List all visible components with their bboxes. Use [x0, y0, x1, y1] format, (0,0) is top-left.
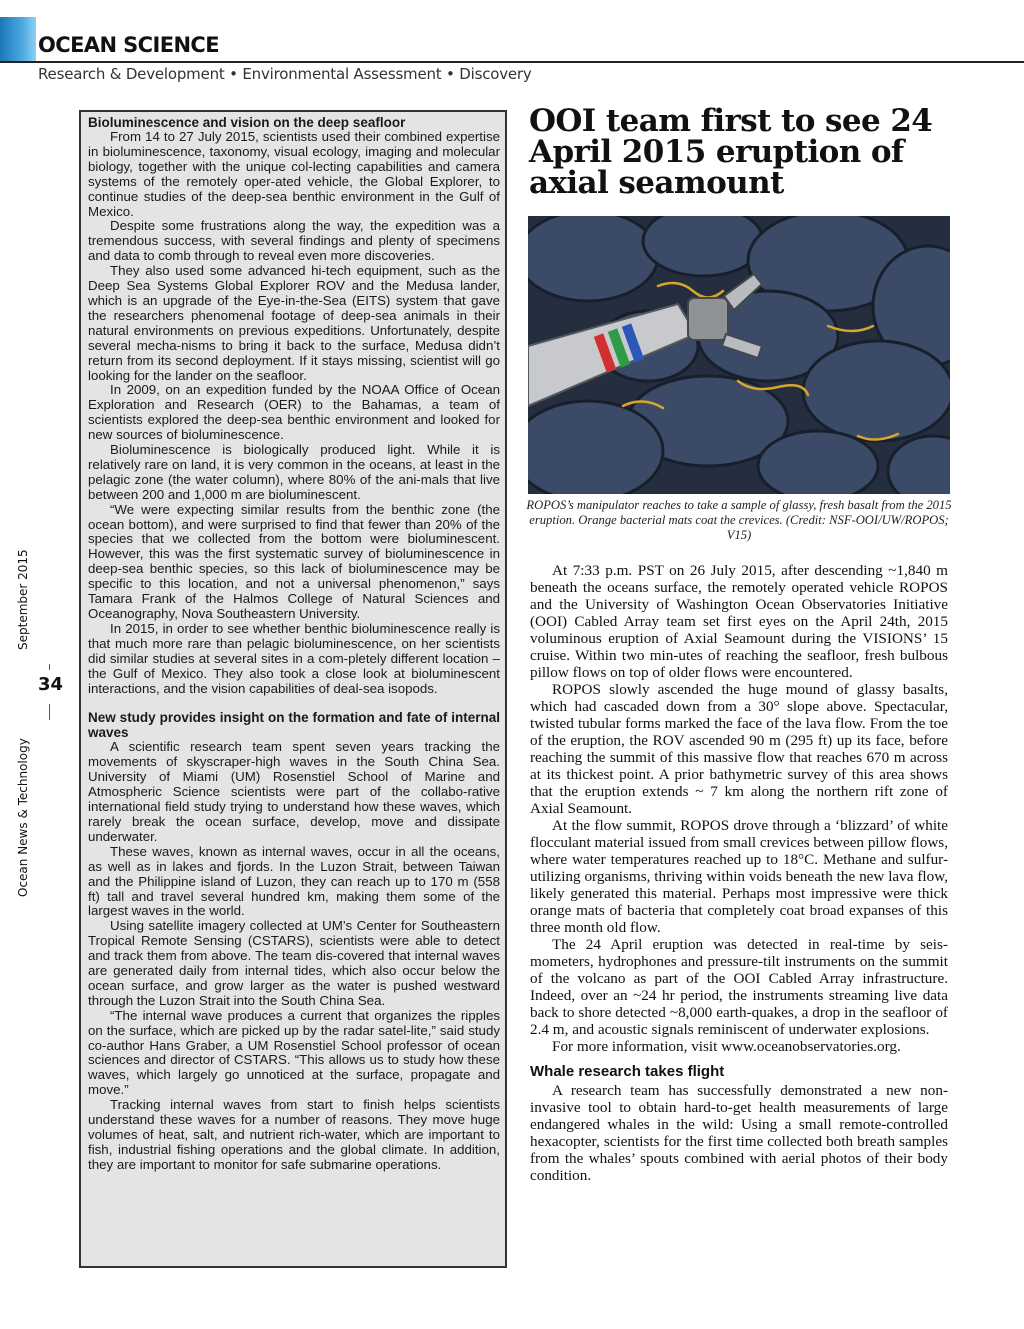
internal-waves-paragraph: Using satellite imagery collected at UM’s Center for Southeastern Tropical Remote Sensing (CSTARS), scientists were able to detect and track them from above. The team dis-covered that internal waves are generated daily from internal tides, which also occur below the ocean surface, and grow larger as the water is pushed westward through the Luzon Strait into the South China Sea.	[88, 918, 500, 1008]
issue-date: September 2015	[16, 549, 30, 651]
article-paragraph: ROPOS slowly ascended the huge mound of glassy basalts, which had cascaded down from a 30° slope above. Spectacular, twisted tubular forms marked the face of the lava flow. From the toe of the eruption, the ROV ascended 90 m (295 ft) up its face, before reaching the summit of this massive flow that reaches 670 m across at its thickest point. A prior bathymetric survey of this area shows that the eruption extends ~ 7 km along the northern rift zone of Axial Seamount.	[530, 681, 948, 817]
whale-paragraph: A research team has successfully demonstrated a new non-invasive tool to obtain hard-to-get health measurements of large endangered whales in the wild: Using a small remote-controlled hexacopter, scientists for the first time collected both breath samples from the whales’ spouts combined with aerial photos of their body condition.	[530, 1082, 948, 1184]
section-title: OCEAN SCIENCE	[38, 33, 219, 57]
news-sidebar	[79, 110, 507, 1268]
bioluminescence-paragraph: In 2009, on an expedition funded by the NOAA Office of Ocean Exploration and Research (OER) to the Bahamas, a team of scientists explored the deep-sea benthic environment and looked for new sources of bioluminescence.	[88, 382, 500, 443]
article-paragraph: At the flow summit, ROPOS drove through a ‘blizzard’ of white flocculant material issued from small crevices between pillow flows, where water temperatures reached up to 18°C. Methane and sulfur-utilizing organisms, thriving within voids beneath the new lava flow, likely generated this material. Perhaps most impressive were thick orange mats of bacteria that completely coat broad expanses of this three month old flow.	[530, 817, 948, 936]
photo-caption: ROPOS’s manipulator reaches to take a sample of glassy, fresh basalt from the 2015 eruption. Orange bacterial mats coat the crevices. (Credit: NSF-OOI/UW/ROPOS; V15)	[526, 498, 952, 542]
whale-subhead: Whale research takes flight	[530, 1063, 725, 1080]
internal-waves-paragraph: A scientific research team spent seven years tracking the movements of skyscraper-high waves in the South China Sea. University of Miami (UM) Rosenstiel School of Marine and Atmospheric Science scientists were part of the collabo-rative international field study trying to understand how these waves, which rarely break the ocean surface, develop, move and dissipate underwater.	[88, 739, 500, 844]
header-divider	[0, 61, 1024, 63]
bioluminescence-heading: Bioluminescence and vision on the deep seafloor	[88, 115, 406, 130]
article-paragraph: At 7:33 p.m. PST on 26 July 2015, after descending ~1,840 m beneath the oceans surface, the remotely operated vehicle ROPOS and the University of Washington Ocean Observatories Initiative (OOI) Cabled Array team set first eyes on the April 24th, 2015 voluminous eruption of Axial Seamount during the VISIONS’ 15 cruise. Within two min-utes of reaching the seafloor, fresh bulbous pillow flows on top of older flows were encountered.	[530, 562, 948, 681]
seafloor-photo-illustration	[528, 216, 950, 494]
seafloor-photo	[528, 216, 950, 494]
internal-waves-paragraph: “The internal wave produces a current that organizes the ripples on the surface, which are picked up by the radar satel-lite,” said study co-author Hans Graber, a UM Rosenstiel School professor of ocean sciences and director of CSTARS. “This allows us to study how these waves, which largely go unnoticed at the surface, propagate and move.”	[88, 1007, 500, 1098]
page-side-rail	[16, 540, 64, 910]
bioluminescence-paragraph: Bioluminescence is biologically produced light. While it is relatively rare on land, it is very common in the oceans, at least in the pelagic zone (the water column), where 80% of the ani-mals that live between 200 and 1,000 m are bioluminescent.	[88, 442, 500, 502]
rail-divider-top	[49, 664, 50, 670]
article-headline: OOI team first to see 24 April 2015 eruption of axial seamount	[529, 103, 933, 201]
publication-name: Ocean News & Technology	[16, 738, 30, 898]
internal-waves-paragraph: Tracking internal waves from start to finish helps scientists understand these waves for a number of reasons. They move huge volumes of heat, salt, and nutrient rich-water, which are important to fish, industrial fishing operations and the global climate. In addition, they are important to monitor for safe submarine operations.	[88, 1097, 500, 1172]
bioluminescence-paragraph: Despite some frustrations along the way, the expedition was a tremendous success, with several findings and plenty of specimens and data to comb through to reveal even more discoveries.	[88, 218, 500, 264]
section-tagline: Research & Development • Environmental Assessment • Discovery	[38, 65, 532, 83]
bioluminescence-paragraph: From 14 to 27 July 2015, scientists used their combined expertise in bioluminescence, taxonomy, visual ecology, imaging and molecular biology, together with the unique col-lecting capabilities and camera systems of the remotely oper-ated vehicle, the Global Explorer, to continue studies of the deep-sea benthic environment in the Gulf of Mexico.	[88, 129, 500, 219]
rail-divider-bottom	[49, 704, 50, 720]
article-body	[530, 562, 948, 1184]
bioluminescence-paragraph: “We were expecting similar results from the benthic zone (the ocean bottom), and were surprised to find that fewer than 20% of the species that we collected from the bottom were bioluminescent. However, this was the first systematic survey of bioluminescence in deep-sea benthic species, so this lack of bioluminescence may be specific to this location, and not a universal phenomenon,” says Tamara Frank of the Halmos College of Natural Sciences and Oceanography, Nova Southeastern University.	[88, 501, 500, 621]
internal-waves-paragraph: These waves, known as internal waves, occur in all the oceans, as well as in lakes and fjords. In the Luzon Strait, between Taiwan and the Philippine island of Luzon, they can reach up to 170 m (558 ft) tall and travel several hundred km, making them some of the largest waves in the world.	[88, 843, 500, 919]
article-paragraph: The 24 April eruption was detected in real-time by seis-mometers, hydrophones and pressure-tilt instruments on the summit of the volcano as part of the OOI Cabled Array infrastructure. Indeed, over an ~24 hr period, the instruments streaming live data back to shore detected ~8,000 earth-quakes, a drop in the seafloor of 2.4 m, and acoustic signals reminiscent of underwater explosions.	[530, 936, 948, 1038]
bioluminescence-paragraph: In 2015, in order to see whether benthic bioluminescence really is that much more rare than pelagic bioluminescence, on her scientists did similar studies at several sites in a com-pletely different location – the Gulf of Mexico. They also took a close look at bioluminescent interactions, and the vision capabilities of deal-sea isopods.	[88, 620, 500, 696]
article-paragraph: For more information, visit www.oceanobservatories.org.	[552, 1038, 901, 1055]
section-color-tab	[0, 17, 36, 61]
page-number: 34	[38, 674, 64, 695]
bioluminescence-paragraph: They also used some advanced hi-tech equipment, such as the Deep Sea Systems Global Explorer ROV and the Medusa lander, which is an upgrade of the Eye-in-the-Sea (EITS) system that gave the researchers phenomenal footage of deep-sea animals in their natural environments on previous expeditions. Unfortunately, despite several mecha-nisms to bring it back to the surface, Medusa didn’t return from its second deployment. If it stays missing, scientist will go looking for the lander on the seafloor.	[88, 263, 500, 383]
internal-waves-heading: New study provides insight on the formation and fate of internal waves	[88, 710, 500, 741]
